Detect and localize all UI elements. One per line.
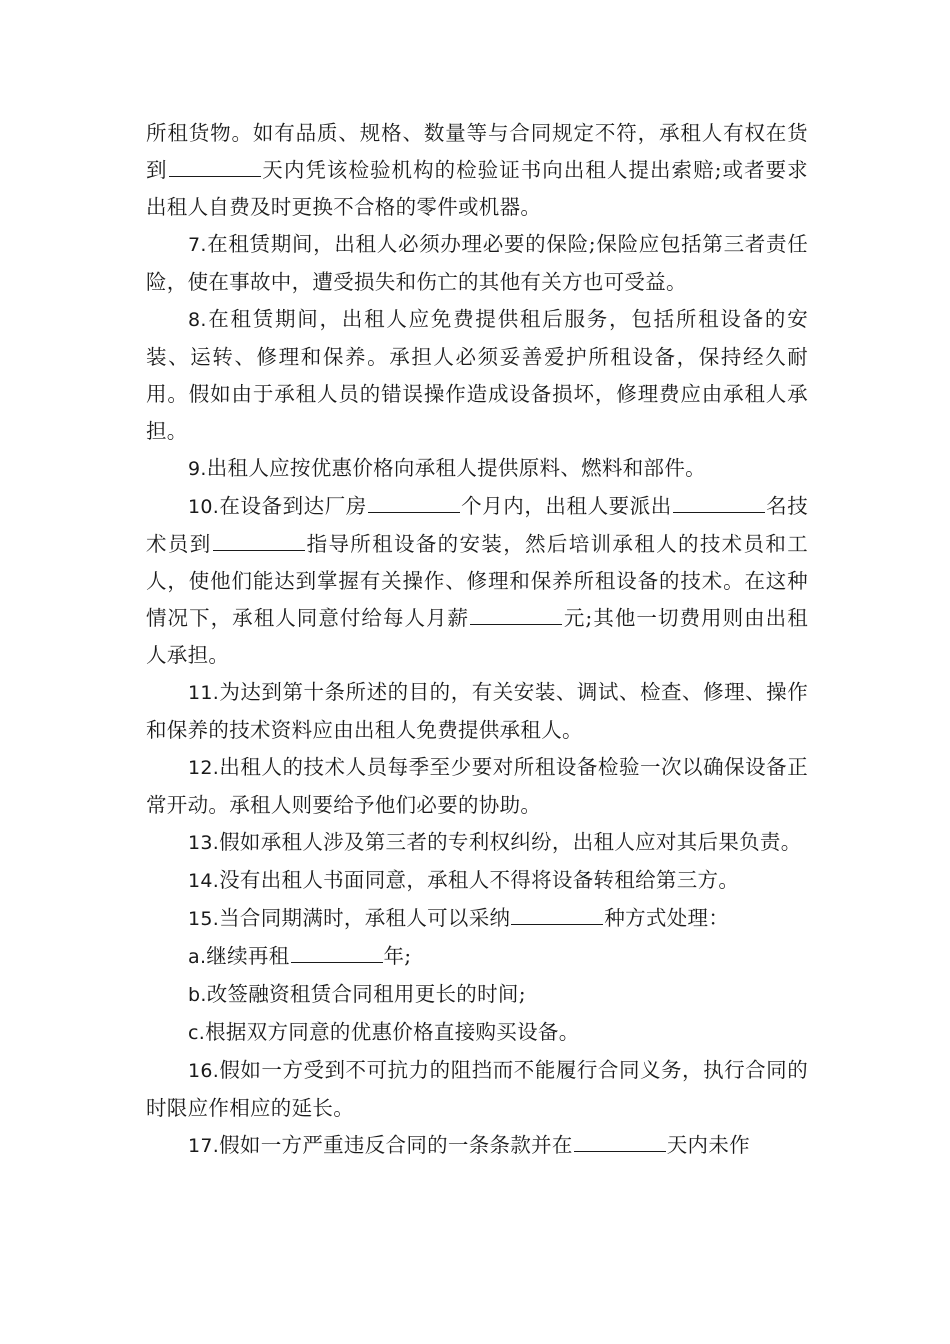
clause-number: 7. bbox=[188, 234, 207, 256]
contract-clause bbox=[146, 938, 808, 976]
contract-clause bbox=[146, 1127, 808, 1165]
fill-in-blank bbox=[574, 1132, 666, 1152]
clause-text: 种方式处理： bbox=[604, 906, 730, 930]
fill-in-blank bbox=[470, 605, 562, 625]
clause-text: 假如一方受到不可抗力的阻挡而不能履行合同义务，执行合同的时限应作相应的延长。 bbox=[146, 1058, 808, 1120]
contract-clause bbox=[146, 115, 808, 226]
clause-number: 14. bbox=[188, 870, 220, 892]
contract-clause bbox=[146, 862, 808, 900]
clause-text: 在设备到达厂房 bbox=[219, 494, 367, 518]
clause-number: c. bbox=[188, 1022, 206, 1044]
contract-clause bbox=[146, 749, 808, 824]
clause-number: b. bbox=[188, 984, 207, 1006]
fill-in-blank bbox=[291, 943, 383, 963]
clause-number: 10. bbox=[188, 496, 220, 518]
clause-text: 当合同期满时，承租人可以采纳 bbox=[219, 906, 511, 930]
contract-clause bbox=[146, 450, 808, 488]
document-body bbox=[146, 115, 808, 1165]
clause-text: 为达到第十条所述的目的，有关安装、调试、检查、修理、操作和保养的技术资料应由出租人免费提供承租人。 bbox=[146, 680, 808, 742]
clause-text: 出租人应按优惠价格向承租人提供原料、燃料和部件。 bbox=[206, 456, 706, 480]
clause-number: 12. bbox=[188, 757, 220, 779]
fill-in-blank bbox=[213, 531, 305, 551]
clause-text: 继续再租 bbox=[206, 944, 290, 968]
fill-in-blank bbox=[673, 493, 765, 513]
clause-text: 在租赁期间，出租人应免费提供租后服务，包括所租设备的安装、运转、修理和保养。承担人必须妥善爱护所租设备，保持经久耐用。假如由于承租人员的错误操作造成设备损坏，修理费应由承租人承担。 bbox=[146, 307, 808, 443]
clause-text: 元;其他一切费用则由出租人承担。 bbox=[146, 606, 808, 667]
clause-text: 在租赁期间，出租人必须办理必要的保险;保险应包括第三者责任险，使在事故中，遭受损失和伤亡的其他有关方也可受益。 bbox=[146, 232, 808, 294]
contract-clause bbox=[146, 900, 808, 938]
clause-text: 指导所租设备的安装，然后培训承租人的技术员和工人，使他们能达到掌握有关操作、修理和保养所租设备的技术。在这种情况下，承租人同意付给每人月薪 bbox=[146, 532, 808, 630]
clause-text: 改签融资租赁合同租用更长的时间; bbox=[206, 982, 526, 1006]
clause-text: 出租人的技术人员每季至少要对所租设备检验一次以确保设备正常开动。承租人则要给予他们必要的协助。 bbox=[146, 755, 808, 817]
contract-clause bbox=[146, 226, 808, 301]
fill-in-blank bbox=[368, 493, 460, 513]
fill-in-blank bbox=[169, 157, 261, 177]
clause-number: 9. bbox=[188, 458, 207, 480]
contract-clause bbox=[146, 1014, 808, 1052]
clause-number: 8. bbox=[188, 309, 207, 331]
contract-clause bbox=[146, 674, 808, 749]
contract-clause bbox=[146, 976, 808, 1014]
contract-clause bbox=[146, 488, 808, 674]
clause-text: 假如承租人涉及第三者的专利权纠纷，出租人应对其后果负责。 bbox=[219, 830, 802, 854]
clause-text: 年; bbox=[383, 944, 412, 968]
contract-clause bbox=[146, 301, 808, 450]
clause-text: 天内凭该检验机构的检验证书向出租人提出索赔;或者要求出租人自费及时更换不合格的零件或机器。 bbox=[146, 158, 808, 219]
clause-number: a. bbox=[188, 946, 207, 968]
contract-clause bbox=[146, 1052, 808, 1127]
clause-text: 根据双方同意的优惠价格直接购买设备。 bbox=[205, 1020, 580, 1044]
contract-clause bbox=[146, 824, 808, 862]
clause-text: 所租货物。如有品质、规格、数量等与合同规定不符，承租人有权在货到 bbox=[146, 121, 808, 182]
clause-text: 没有出租人书面同意，承租人不得将设备转租给第三方。 bbox=[219, 868, 740, 892]
clause-text: 假如一方严重违反合同的一条条款并在 bbox=[219, 1133, 573, 1157]
clause-number: 15. bbox=[188, 908, 220, 930]
clause-text: 天内未作 bbox=[666, 1133, 750, 1157]
fill-in-blank bbox=[511, 905, 603, 925]
clause-text: 名技术员到 bbox=[146, 494, 808, 556]
clause-number: 13. bbox=[188, 832, 220, 854]
clause-number: 16. bbox=[188, 1060, 220, 1082]
clause-number: 11. bbox=[188, 682, 220, 704]
clause-text: 个月内，出租人要派出 bbox=[460, 494, 672, 518]
clause-number: 17. bbox=[188, 1135, 220, 1157]
